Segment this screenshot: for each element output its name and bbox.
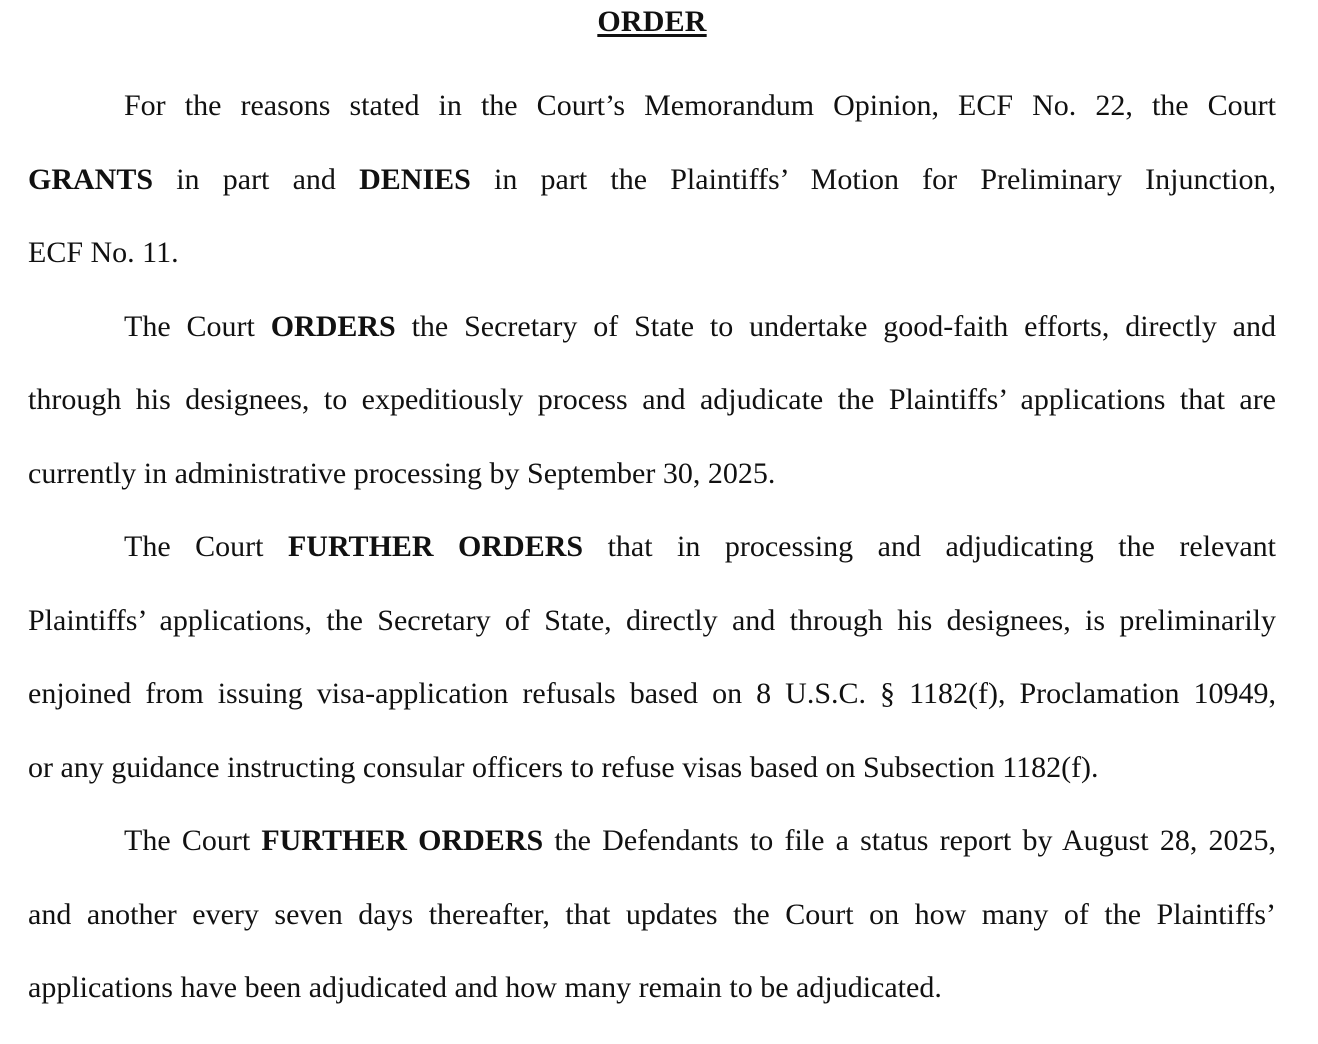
paragraph-line — [28, 510, 1276, 584]
paragraph-line — [28, 878, 1276, 952]
order-paragraph — [28, 804, 1276, 1025]
paragraph-line — [28, 804, 1276, 878]
text-run: in part and — [153, 162, 360, 196]
paragraph-line — [28, 437, 1276, 511]
paragraph-line — [28, 363, 1276, 437]
paragraph-line — [28, 290, 1276, 364]
text-run: the Defendants to file a status report by August 28, 2025, — [543, 824, 1276, 857]
text-run: The Court — [124, 309, 271, 343]
paragraph-line — [28, 951, 1276, 1025]
paragraph-line — [28, 584, 1276, 658]
text-run: The Court — [124, 824, 262, 857]
order-title: ORDER — [597, 5, 707, 38]
text-run: applications have been adjudicated and how many remain to be adjudicated. — [28, 971, 942, 1004]
order-body — [28, 69, 1276, 1025]
text-run: and another every seven days thereafter, that updates the Court on how many of the Plaintiffs’ — [28, 897, 1276, 931]
document-page — [28, 0, 1276, 1025]
text-run: or any guidance instructing consular officers to refuse visas based on Subsection 1182(f). — [28, 750, 1099, 784]
text-run: currently in administrative processing by September 30, 2025. — [28, 456, 776, 490]
bold-term: GRANTS — [28, 162, 154, 196]
paragraph-line — [28, 657, 1276, 731]
bold-term: FURTHER ORDERS — [261, 824, 544, 857]
order-paragraph — [28, 69, 1276, 290]
text-run: The Court — [124, 530, 288, 563]
order-paragraph — [28, 510, 1276, 804]
bold-term: ORDERS — [270, 309, 396, 343]
paragraph-line — [28, 143, 1276, 217]
order-paragraph — [28, 290, 1276, 511]
paragraph-line — [28, 69, 1276, 143]
text-run: For the reasons stated in the Court’s Memorandum Opinion, ECF No. 22, the Court — [124, 89, 1276, 122]
paragraph-line — [28, 731, 1276, 805]
text-run: enjoined from issuing visa-application refusals based on 8 U.S.C. § 1182(f), Proclamation 10949, — [28, 677, 1276, 710]
text-run: in part the Plaintiffs’ Motion for Preliminary Injunction, — [470, 162, 1276, 196]
paragraph-line — [28, 216, 1276, 290]
bold-term: DENIES — [359, 162, 471, 196]
bold-term: FURTHER ORDERS — [287, 530, 584, 563]
text-run: the Secretary of State to undertake good-faith efforts, directly and — [395, 309, 1276, 343]
text-run: through his designees, to expeditiously process and adjudicate the Plaintiffs’ applications that are — [28, 383, 1276, 416]
text-run: Plaintiffs’ applications, the Secretary of State, directly and through his designees, is preliminarily — [28, 603, 1276, 637]
text-run: that in processing and adjudicating the relevant — [583, 530, 1276, 563]
text-run: ECF No. 11. — [28, 236, 179, 269]
